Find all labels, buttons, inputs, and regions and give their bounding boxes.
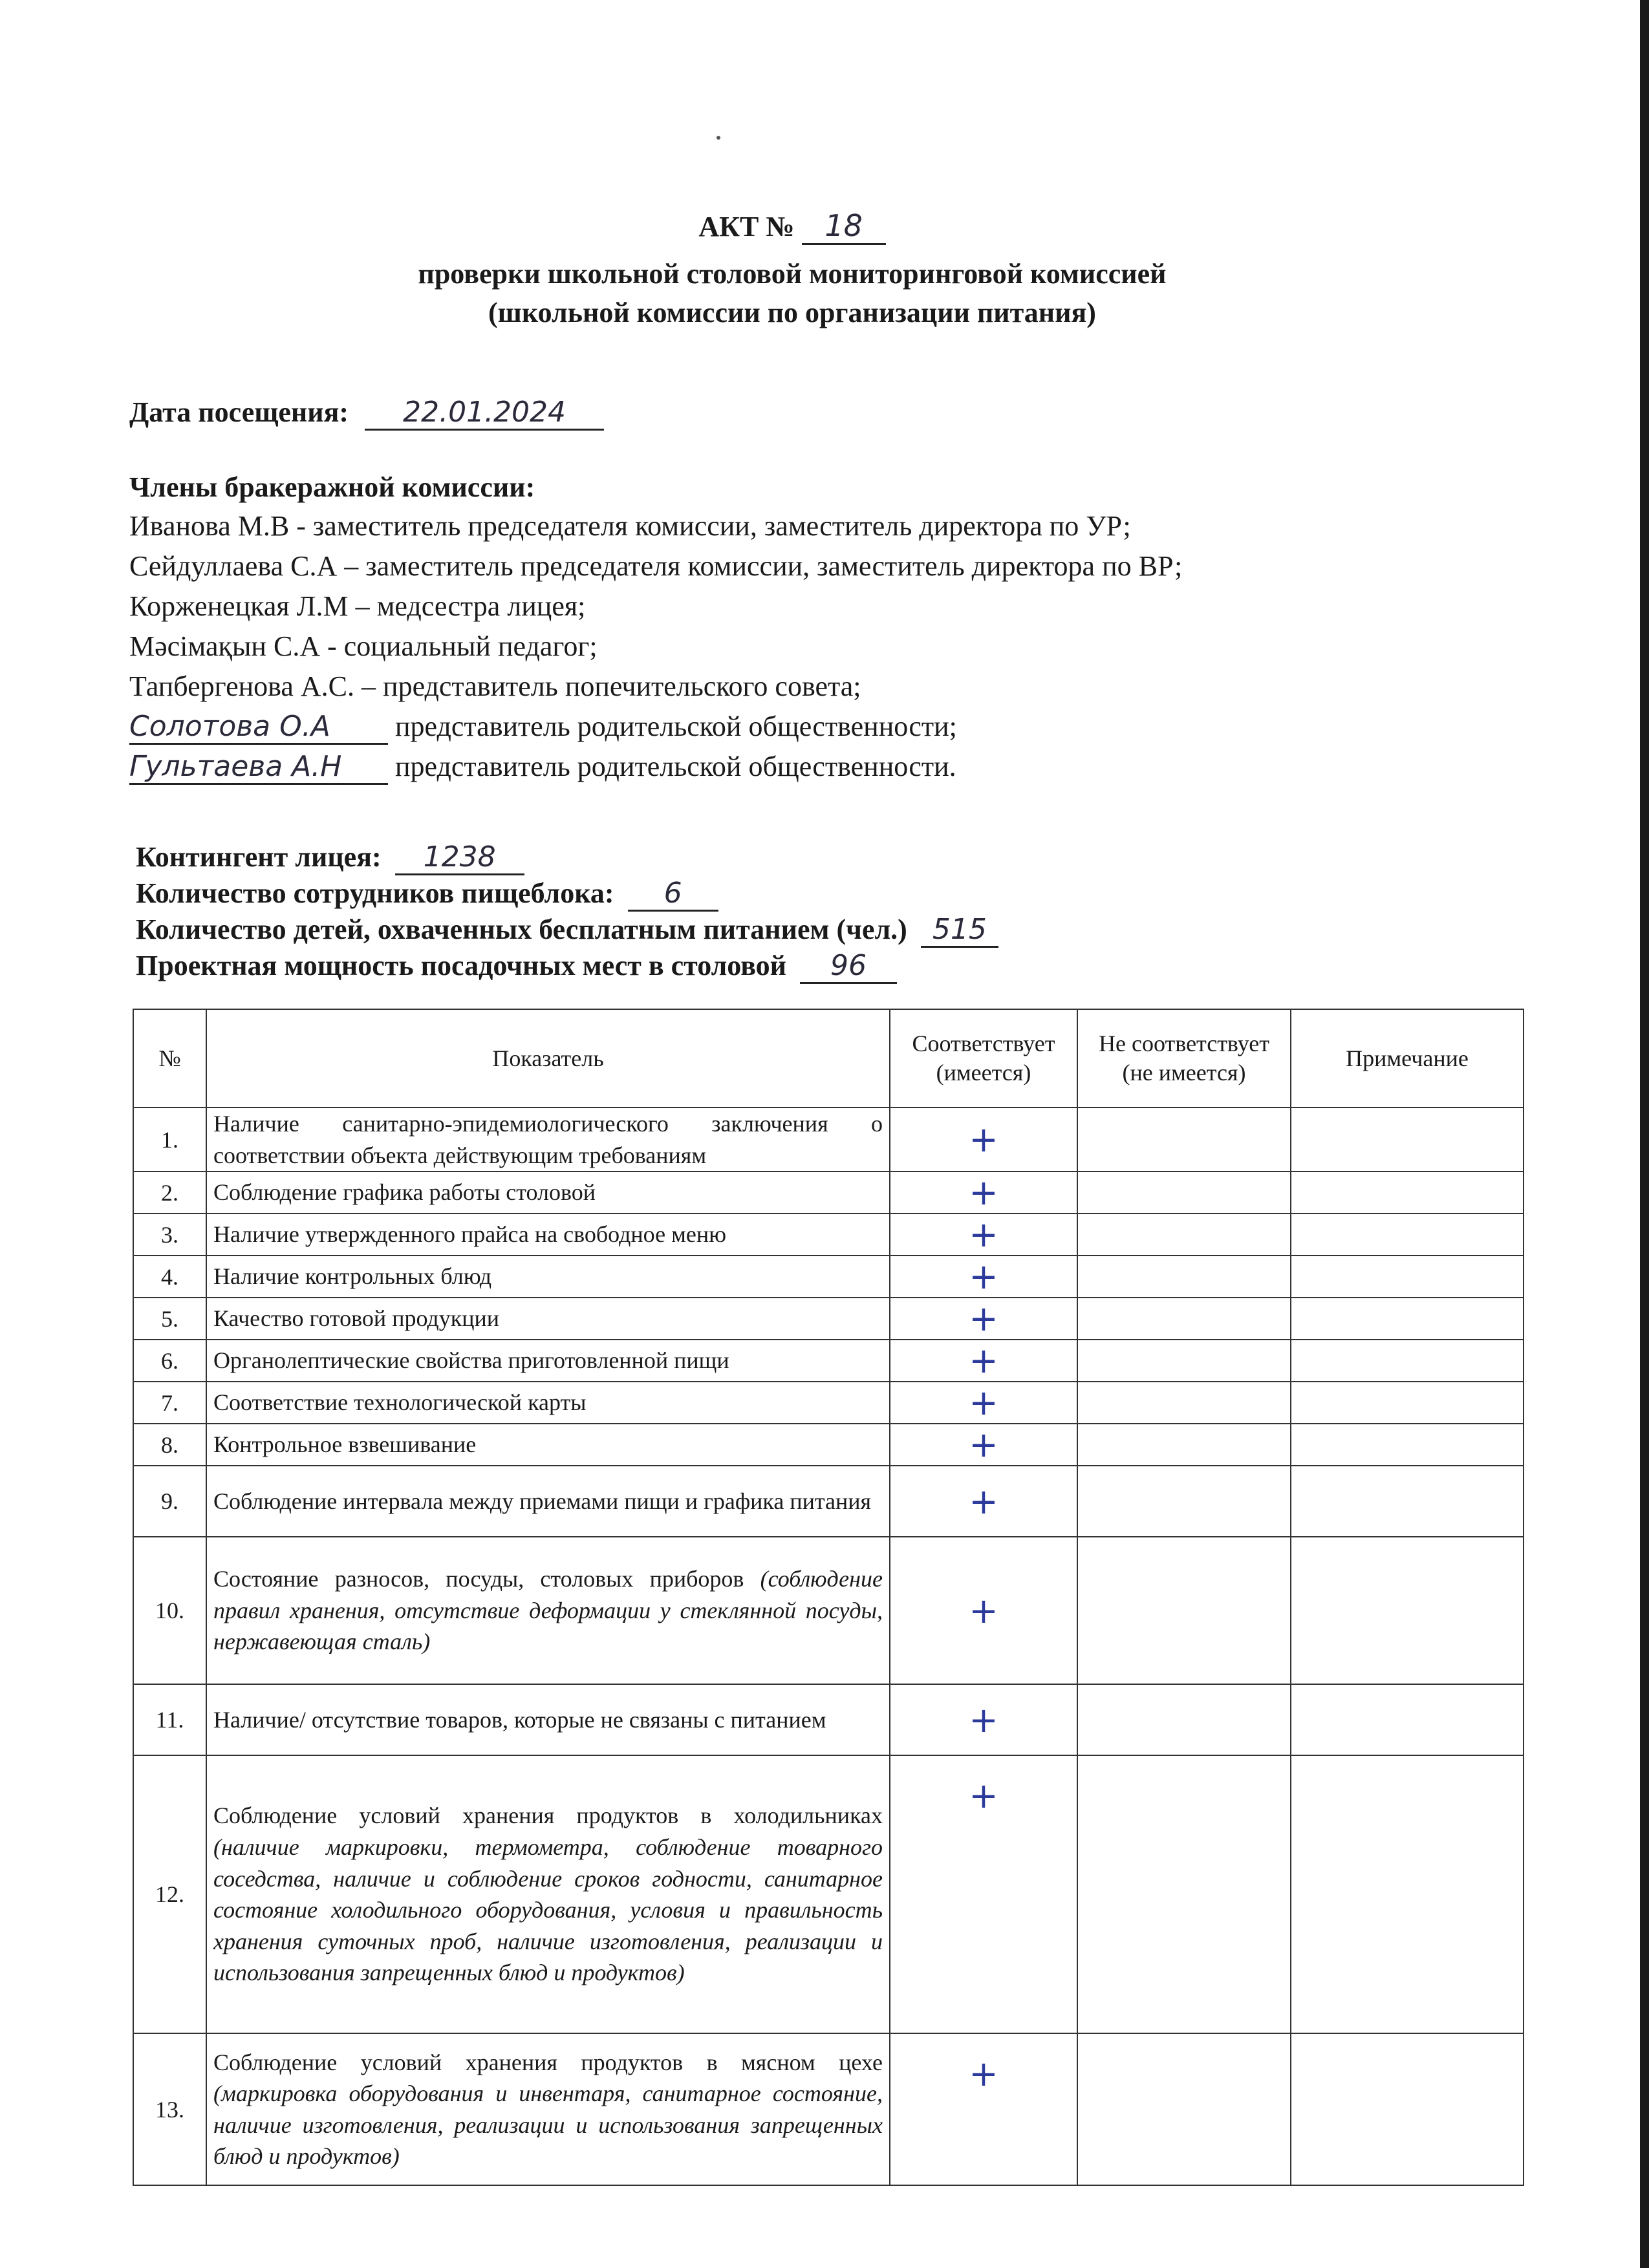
table-row [133,1298,1524,1340]
indicator-text: Качество готовой продукции [213,1305,500,1332]
table-row [133,1537,1524,1684]
row-indicator [206,1256,890,1298]
seats-label: Проектная мощность посадочных мест в столовой [136,950,787,981]
row-indicator [206,1537,890,1684]
row-complies-mark: + [890,1171,1077,1214]
row-indicator [206,1107,890,1171]
member-role: – медсестра лицея; [348,590,586,622]
contingent-value: 1238 [395,840,524,875]
table-row [133,1340,1524,1382]
row-complies-mark: + [890,1340,1077,1382]
row-not-complies [1077,1107,1291,1171]
row-not-complies [1077,2033,1291,2185]
member-role: представитель родительской общественности; [388,711,957,742]
member-name: Сейдуллаева С.А [129,550,338,582]
act-subtitle-2: (школьной комиссии по организации питания) [488,297,1096,328]
indicator-details: (наличие маркировки, термометра, соблюдение товарного соседства, наличие и соблюдение сроков годности, санитарное состояние холодильного оборудования, условия и правильность хранения суточных проб, наличие изготовления, реализации и использования запрещенных блюд и продуктов) [213,1834,883,1986]
row-indicator [206,1466,890,1537]
row-not-complies [1077,1214,1291,1256]
header-not-complies: Не соответствует (не имеется) [1077,1009,1291,1107]
indicator-text: Соблюдение условий хранения продуктов в мясном цехе [213,2049,883,2075]
scan-edge [1640,0,1649,2268]
row-num: 3. [133,1214,206,1256]
free-meals-line [136,913,998,948]
row-num: 6. [133,1340,206,1382]
free-meals-label: Количество детей, охваченных бесплатным питанием (чел.) [136,914,907,945]
visit-date-line [129,396,604,431]
member-name-handwritten: Гультаева А.Н [129,750,388,785]
act-label: АКТ № [698,211,795,242]
seats-line [136,949,897,984]
member-role: – представитель попечительского совета; [354,670,861,702]
table-row [133,1755,1524,2033]
staff-value: 6 [628,877,718,912]
row-note [1291,1382,1524,1424]
member-name: Корженецкая Л.М [129,590,349,622]
row-note [1291,1256,1524,1298]
act-number: 18 [802,208,886,245]
member-role: представитель родительской общественности. [388,751,956,782]
commission-member-handwritten [129,750,956,785]
row-complies-mark: + [890,1107,1077,1171]
table-row [133,1214,1524,1256]
commission-member [129,509,1131,542]
row-num: 11. [133,1684,206,1755]
row-indicator [206,1755,890,2033]
row-not-complies [1077,1340,1291,1382]
seats-value: 96 [800,949,897,984]
row-complies-mark: + [890,1424,1077,1466]
row-not-complies [1077,1537,1291,1684]
table-row [133,1466,1524,1537]
row-indicator [206,1214,890,1256]
member-name: Мәсімақын С.А [129,630,321,662]
row-complies-mark: + [890,1256,1077,1298]
table-header-row [133,1009,1524,1107]
indicator-text: Соблюдение интервала между приемами пищи и графика питания [213,1488,872,1514]
row-note [1291,1466,1524,1537]
indicator-text: Соблюдение графика работы столовой [213,1179,596,1206]
commission-member [129,590,585,623]
commission-member [129,670,861,703]
visit-date-value: 22.01.2024 [365,396,604,431]
row-note [1291,1107,1524,1171]
commission-heading: Члены бракеражной комиссии: [129,471,535,503]
contingent-line [136,840,524,875]
member-name: Тапбергенова А.С. [129,670,355,702]
row-indicator [206,1171,890,1214]
act-title [0,208,1584,245]
row-not-complies [1077,1684,1291,1755]
row-note [1291,1684,1524,1755]
commission-member [129,550,1182,583]
header-complies: Соответствует (имеется) [890,1009,1077,1107]
row-note [1291,2033,1524,2185]
member-role: - заместитель председателя комиссии, заместитель директора по УР; [289,510,1131,542]
indicator-text: Контрольное взвешивание [213,1431,477,1458]
row-num: 5. [133,1298,206,1340]
row-complies-mark: + [890,1684,1077,1755]
row-not-complies [1077,1466,1291,1537]
commission-member-handwritten [129,710,957,745]
indicator-text: Наличие санитарно-эпидемиологического заключения о соответствии объекта действующим требованиям [213,1111,883,1168]
row-note [1291,1755,1524,2033]
header-indicator: Показатель [206,1009,890,1107]
table-row [133,1684,1524,1755]
row-complies-mark: + [890,1382,1077,1424]
row-complies-mark: + [890,1537,1077,1684]
row-not-complies [1077,1755,1291,2033]
member-name-handwritten: Солотова О.А [129,710,388,745]
act-subtitle-1: проверки школьной столовой мониторинговой комиссией [418,258,1167,290]
row-not-complies [1077,1171,1291,1214]
member-role: – заместитель председателя комиссии, заместитель директора по ВР; [337,550,1183,582]
indicator-text: Соответствие технологической карты [213,1389,587,1416]
row-note [1291,1537,1524,1684]
row-not-complies [1077,1382,1291,1424]
indicator-text: Наличие утвержденного прайса на свободное меню [213,1221,727,1248]
row-indicator [206,1382,890,1424]
indicator-text: Наличие/ отсутствие товаров, которые не связаны с питанием [213,1706,826,1733]
table-row [133,1256,1524,1298]
row-indicator [206,1298,890,1340]
free-meals-value: 515 [921,913,998,948]
visit-date-label: Дата посещения: [129,396,349,428]
row-num: 10. [133,1537,206,1684]
inspection-table [133,1009,1524,2186]
row-indicator [206,1424,890,1466]
staff-label: Количество сотрудников пищеблока: [136,877,614,909]
row-num: 1. [133,1107,206,1171]
row-num: 4. [133,1256,206,1298]
row-complies-mark: + [890,1214,1077,1256]
header-note: Примечание [1291,1009,1524,1107]
member-name: Иванова М.В [129,510,290,542]
row-num: 2. [133,1171,206,1214]
row-complies-mark: + [890,2033,1077,2185]
row-indicator [206,1340,890,1382]
indicator-text: Состояние разносов, посуды, столовых приборов [213,1566,760,1592]
row-note [1291,1298,1524,1340]
row-not-complies [1077,1256,1291,1298]
row-num: 7. [133,1382,206,1424]
indicator-text: Соблюдение условий хранения продуктов в холодильниках [213,1803,883,1829]
contingent-label: Контингент лицея: [136,841,382,873]
row-indicator [206,1684,890,1755]
row-note [1291,1171,1524,1214]
header-num: № [133,1009,206,1107]
table-row [133,1171,1524,1214]
row-num: 12. [133,1755,206,2033]
indicator-text: Органолептические свойства приготовленной пищи [213,1347,729,1374]
row-complies-mark: + [890,1466,1077,1537]
row-note [1291,1340,1524,1382]
indicator-text: Наличие контрольных блюд [213,1263,492,1290]
row-not-complies [1077,1298,1291,1340]
table-row [133,1382,1524,1424]
indicator-details: (соблюдение правил хранения, отсутствие деформации у стеклянной посуды, нержавеющая сталь) [213,1566,883,1655]
row-num: 8. [133,1424,206,1466]
row-indicator [206,2033,890,2185]
row-note [1291,1214,1524,1256]
row-num: 13. [133,2033,206,2185]
row-complies-mark: + [890,1298,1077,1340]
commission-member [129,630,598,663]
table-row [133,1107,1524,1171]
row-note [1291,1424,1524,1466]
staff-line [136,877,718,912]
row-num: 9. [133,1466,206,1537]
member-role: - социальный педагог; [320,630,598,662]
row-not-complies [1077,1424,1291,1466]
table-row [133,2033,1524,2185]
indicator-details: (маркировка оборудования и инвентаря, санитарное состояние, наличие изготовления, реализации и использования запрещенных блюд и продуктов) [213,2081,883,2170]
scan-speck [717,136,720,140]
table-row [133,1424,1524,1466]
row-complies-mark: + [890,1755,1077,2033]
